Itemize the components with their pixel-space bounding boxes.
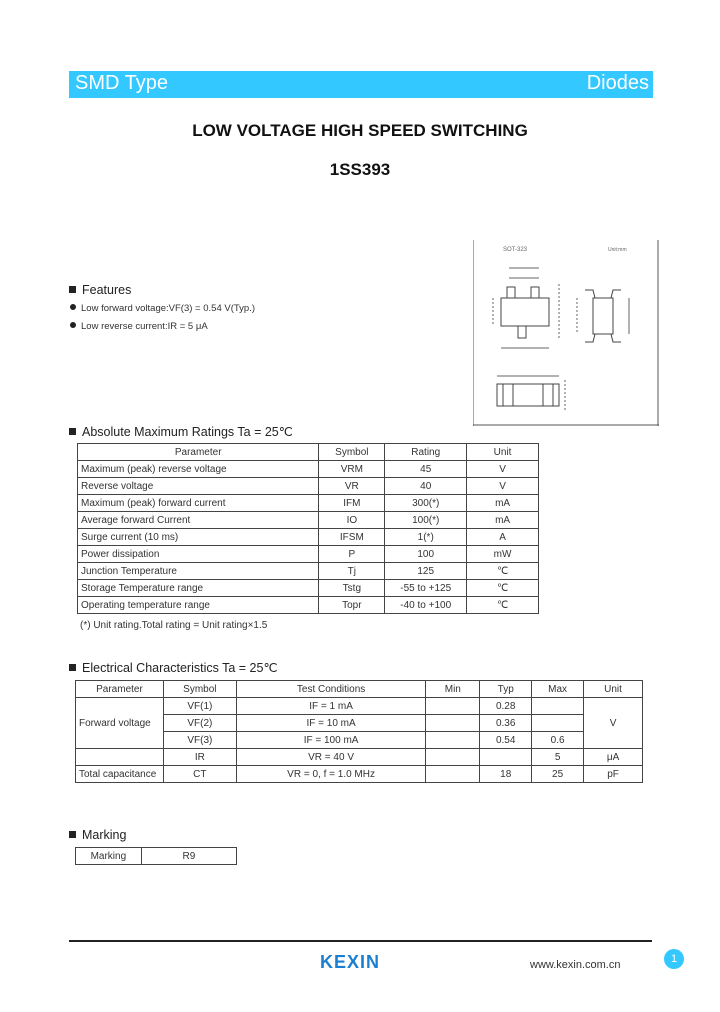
marking-value: R9 [141,848,236,865]
marking-heading: Marking [69,828,126,842]
table-cell: ℃ [467,580,539,597]
page-number-badge: 1 [664,949,684,969]
table-row [78,546,539,563]
table-cell: CT [163,766,236,783]
table-cell: VR [319,478,385,495]
footer-url[interactable]: www.kexin.com.cn [530,959,621,971]
table-cell: V [467,478,539,495]
table-header-row [78,444,539,461]
table-cell: VF(3) [163,732,236,749]
document-title: LOW VOLTAGE HIGH SPEED SWITCHING [192,121,528,140]
amr-heading: Absolute Maximum Ratings Ta = 25℃ [69,424,293,439]
table-cell: IFM [319,495,385,512]
table-cell: mA [467,512,539,529]
table-cell: Forward voltage [76,698,164,749]
footer-divider [69,940,652,942]
table-row [78,512,539,529]
table-cell: Maximum (peak) forward current [78,495,319,512]
table-cell: VF(1) [163,698,236,715]
table-cell: 18 [480,766,532,783]
table-cell: 0.54 [480,732,532,749]
table-cell: mA [467,495,539,512]
table-cell: Reverse voltage [78,478,319,495]
table-row [76,766,643,783]
part-number: 1SS393 [329,160,391,179]
table-cell: 100(*) [385,512,467,529]
marking-label: Marking [76,848,142,865]
table-row [78,478,539,495]
column-header: Min [426,681,480,698]
kexin-logo: KEXIN [320,952,381,972]
table-cell: Surge current (10 ms) [78,529,319,546]
table-row [76,749,643,766]
column-header: Symbol [319,444,385,461]
table-cell [426,698,480,715]
table-cell: 0.6 [532,732,584,749]
ec-table [75,680,643,783]
table-cell [480,749,532,766]
bullet-dot-icon [70,304,76,310]
table-cell: IF = 1 mA [236,698,426,715]
table-cell: Topr [319,597,385,614]
header-type: Diodes [586,72,649,94]
table-row [76,698,643,715]
table-cell: 1(*) [385,529,467,546]
marking-table [75,847,237,865]
table-cell [532,715,584,732]
table-cell: Total capacitance [76,766,164,783]
column-header: Parameter [76,681,164,698]
table-cell: 45 [385,461,467,478]
table-cell: ℃ [467,597,539,614]
header-band [69,71,653,98]
column-header: Unit [584,681,643,698]
table-cell: Tstg [319,580,385,597]
table-cell: Power dissipation [78,546,319,563]
table-cell: IR [163,749,236,766]
ec-heading: Electrical Characteristics Ta = 25℃ [69,660,277,675]
table-cell: -40 to +100 [385,597,467,614]
table-row [78,580,539,597]
table-cell: VRM [319,461,385,478]
package-name: SOT-323 [503,247,528,253]
table-row [76,848,237,865]
table-cell: Storage Temperature range [78,580,319,597]
feature-item: Low forward voltage:VF(3) = 0.54 V(Typ.) [70,303,255,314]
table-cell: Operating temperature range [78,597,319,614]
column-header: Parameter [78,444,319,461]
amr-note: (*) Unit rating.Total rating = Unit rating×1.5 [80,620,268,631]
package-outline-figure [473,240,659,426]
bullet-dot-icon [70,322,76,328]
amr-table [77,443,539,614]
table-cell [532,698,584,715]
table-cell: VF(2) [163,715,236,732]
table-cell: -55 to +125 [385,580,467,597]
table-cell: ℃ [467,563,539,580]
table-cell: IO [319,512,385,529]
table-cell: IFSM [319,529,385,546]
table-cell: mW [467,546,539,563]
table-cell: VR = 0, f = 1.0 MHz [236,766,426,783]
bullet-square-icon [69,831,76,838]
feature-item: Low reverse current:IR = 5 μA [70,321,208,332]
table-cell: P [319,546,385,563]
column-header: Typ [480,681,532,698]
table-cell: A [467,529,539,546]
table-cell: Junction Temperature [78,563,319,580]
table-cell: VR = 40 V [236,749,426,766]
table-cell [426,715,480,732]
table-cell [426,749,480,766]
table-cell [76,749,164,766]
bullet-square-icon [69,286,76,293]
bullet-square-icon [69,428,76,435]
table-cell [426,766,480,783]
table-cell: IF = 10 mA [236,715,426,732]
table-cell: V [467,461,539,478]
bullet-square-icon [69,664,76,671]
table-cell: μA [584,749,643,766]
table-cell [426,732,480,749]
table-cell: 125 [385,563,467,580]
table-cell: Maximum (peak) reverse voltage [78,461,319,478]
package-drawing [473,240,659,426]
column-header: Max [532,681,584,698]
package-unit: Unit:mm [608,247,627,253]
table-row [78,563,539,580]
table-cell: 100 [385,546,467,563]
column-header: Test Conditions [236,681,426,698]
table-cell: Tj [319,563,385,580]
table-cell: Average forward Current [78,512,319,529]
table-cell: IF = 100 mA [236,732,426,749]
table-cell: 300(*) [385,495,467,512]
column-header: Symbol [163,681,236,698]
table-header-row [76,681,643,698]
column-header: Unit [467,444,539,461]
table-cell: 0.36 [480,715,532,732]
column-header: Rating [385,444,467,461]
table-cell: 40 [385,478,467,495]
table-cell: pF [584,766,643,783]
table-row [78,461,539,478]
table-cell: 25 [532,766,584,783]
features-heading: Features [69,283,131,297]
table-cell: 0.28 [480,698,532,715]
table-cell: 5 [532,749,584,766]
header-category: SMD Type [75,72,168,94]
table-row [78,529,539,546]
table-row [78,495,539,512]
table-row [78,597,539,614]
table-cell: V [584,698,643,749]
